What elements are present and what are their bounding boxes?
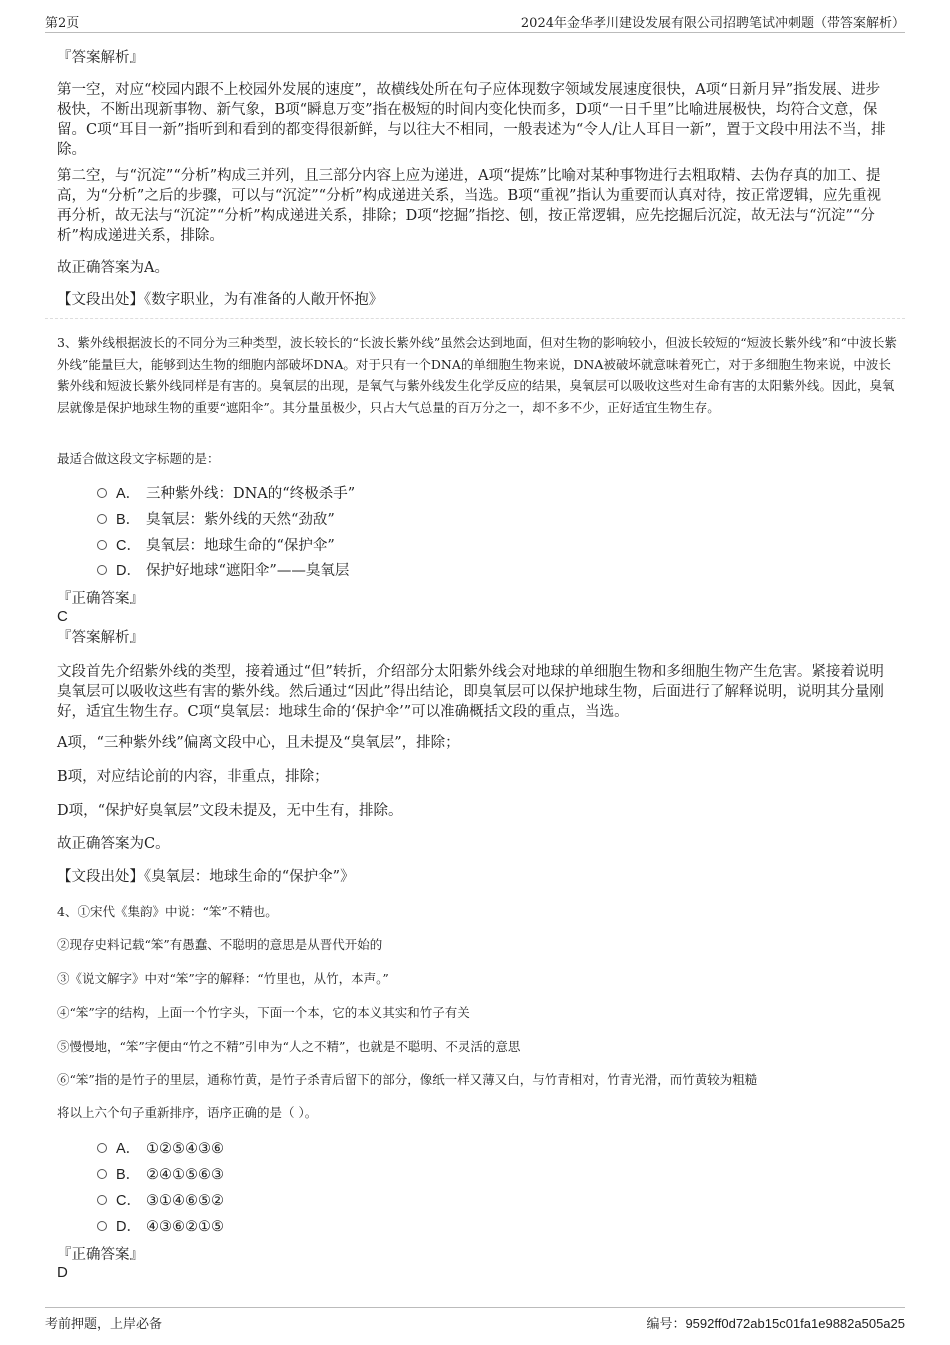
q3-analysis-a: A项，“三种紫外线”偏离文段中心，且未提及“臭氧层”，排除； — [57, 735, 460, 751]
radio-icon[interactable] — [97, 1169, 107, 1179]
q3-prompt: 最适合做这段文字标题的是： — [57, 451, 220, 466]
page-number: 第2页 — [45, 16, 80, 31]
radio-icon[interactable] — [97, 1143, 107, 1153]
q4-sentence-2: ②现存史料记载“笨”有愚蠢、不聪明的意思是从晋代开始的 — [57, 937, 383, 952]
q3-analysis-b: B项，对应结论前的内容，非重点，排除； — [57, 769, 329, 785]
document-title: 2024年金华孝川建设发展有限公司招聘笔试冲刺题（带答案解析） — [520, 16, 905, 31]
q3-option-a[interactable]: A． 三种紫外线：DNA的“终极杀手” — [97, 484, 355, 504]
radio-icon[interactable] — [97, 514, 107, 524]
q2-analysis-para2: 第二空，与“沉淀”“分析”构成三并列，且三部分内容上应为递进，A项“提炼”比喻对某种事物进行去粗取精、去伪存真的加工、提高，为“分析”之后的步骤，可以与“沉淀”“分析”构成递进关系，当选。B项“重视”指认为重要而认真对待，按正常逻辑，应先重视再分析，故无法与“沉淀”“分析”构成递进关系，排除；D项“挖掘”指挖、刨，按正常逻辑，应先挖掘后沉淀，故无法与“沉淀”“分析”构成递进关系，排除。 — [57, 168, 881, 244]
footer-slogan: 考前押题，上岸必备 — [45, 1317, 163, 1332]
q4-prompt: 将以上六个句子重新排序，语序正确的是（ ）。 — [57, 1105, 318, 1120]
q3-conclusion: 故正确答案为C。 — [57, 836, 170, 852]
q3-answer: C — [57, 608, 68, 625]
header-divider — [45, 32, 905, 33]
q3-stem: 3、紫外线根据波长的不同分为三种类型，波长较长的“长波长紫外线”虽然会达到地面，但对生物的影响较小，但波长较短的“短波长紫外线”和“中波长紫外线”能量巨大，能够到达生物的细胞内部破坏DNA。对于只有一个DNA的单细胞生物来说，DNA被破坏就意味着死亡，对于多细胞生物来说，中波长紫外线和短波长紫外线同样是有害的。臭氧层的出现，是氧气与紫外线发生化学反应的结果，臭氧层可以吸收这些对生命有害的太阳紫外线。因此，臭氧层就像是保护地球生物的重要“遮阳伞”。其分量虽极少，只占大气总量的百万分之一，却不多不少，正好适宜生物生存。 — [57, 335, 897, 415]
q4-sentence-6: ⑥“笨”指的是竹子的里层，通称竹黄，是竹子杀青后留下的部分，像纸一样又薄又白，与竹青相对，竹青光滑，而竹黄较为粗糙 — [57, 1072, 758, 1087]
q3-option-c[interactable]: C． 臭氧层：地球生命的“保护伞” — [97, 536, 335, 556]
q4-answer: D — [57, 1264, 68, 1281]
q4-option-b[interactable]: B． ②④①⑤⑥③ — [97, 1165, 224, 1185]
footer-code: 编号：9592ff0d72ab15c01fa1e9882a505a25 — [646, 1316, 905, 1331]
q4-answer-label: 『正确答案』 — [57, 1247, 144, 1263]
q3-analysis-para1: 文段首先介绍紫外线的类型，接着通过“但”转折，介绍部分太阳紫外线会对地球的单细胞生物和多细胞生物产生危害。紧接着说明臭氧层可以吸收这些有害的紫外线。然后通过“因此”得出结论，即臭氧层可以保护地球生物，后面进行了解释说明，说明其分量刚好，适宜生物生存。C项“臭氧层：地球生命的‘保护伞’”可以准确概括文段的重点，当选。 — [57, 664, 884, 720]
q2-analysis-para1: 第一空，对应“校园内跟不上校园外发展的速度”，故横线处所在句子应体现数字领域发展速度很快，A项“日新月异”指发展、进步极快，不断出现新事物、新气象，B项“瞬息万变”指在极短的时间内变化快而多，D项“一日千里”比喻进展极快，均符合文意，保留。C项“耳目一新”指听到和看到的都变得很新鲜，与以往大不相同，一般表述为“令人/让人耳目一新”，置于文段中用法不当，排除。 — [57, 82, 886, 158]
q3-analysis-label: 『答案解析』 — [57, 630, 144, 646]
q4-sentence-4: ④“笨”字的结构，上面一个竹字头，下面一个本，它的本义其实和竹子有关 — [57, 1005, 470, 1020]
q3-option-b[interactable]: B． 臭氧层：紫外线的天然“劲敌” — [97, 510, 335, 530]
q2-source: 【文段出处】《数字职业，为有准备的人敞开怀抱》 — [57, 292, 384, 308]
q3-answer-label: 『正确答案』 — [57, 591, 144, 607]
q4-sentence-5: ⑤慢慢地，“笨”字便由“竹之不精”引申为“人之不精”，也就是不聪明、不灵活的意思 — [57, 1039, 521, 1054]
q2-analysis-label: 『答案解析』 — [57, 50, 144, 66]
q4-option-d[interactable]: D． ④③⑥②①⑤ — [97, 1217, 224, 1237]
q4-stem: 4、①宋代《集韵》中说：“笨”不精也。 — [57, 904, 278, 919]
q3-option-d[interactable]: D． 保护好地球“遮阳伞”——臭氧层 — [97, 561, 349, 581]
q3-analysis-d: D项，“保护好臭氧层”文段未提及，无中生有，排除。 — [57, 803, 403, 819]
question-divider — [45, 318, 905, 319]
radio-icon[interactable] — [97, 1195, 107, 1205]
radio-icon[interactable] — [97, 488, 107, 498]
q3-source: 【文段出处】《臭氧层：地球生命的“保护伞”》 — [57, 869, 355, 885]
radio-icon[interactable] — [97, 540, 107, 550]
q2-conclusion: 故正确答案为A。 — [57, 260, 169, 276]
q4-option-c[interactable]: C． ③①④⑥⑤② — [97, 1191, 224, 1211]
footer-divider — [45, 1307, 905, 1308]
radio-icon[interactable] — [97, 1221, 107, 1231]
page-header — [45, 8, 905, 30]
q4-option-a[interactable]: A． ①②⑤④③⑥ — [97, 1139, 224, 1159]
radio-icon[interactable] — [97, 565, 107, 575]
q4-sentence-3: ③《说文解字》中对“笨”字的解释：“竹里也，从竹，本声。” — [57, 971, 389, 986]
